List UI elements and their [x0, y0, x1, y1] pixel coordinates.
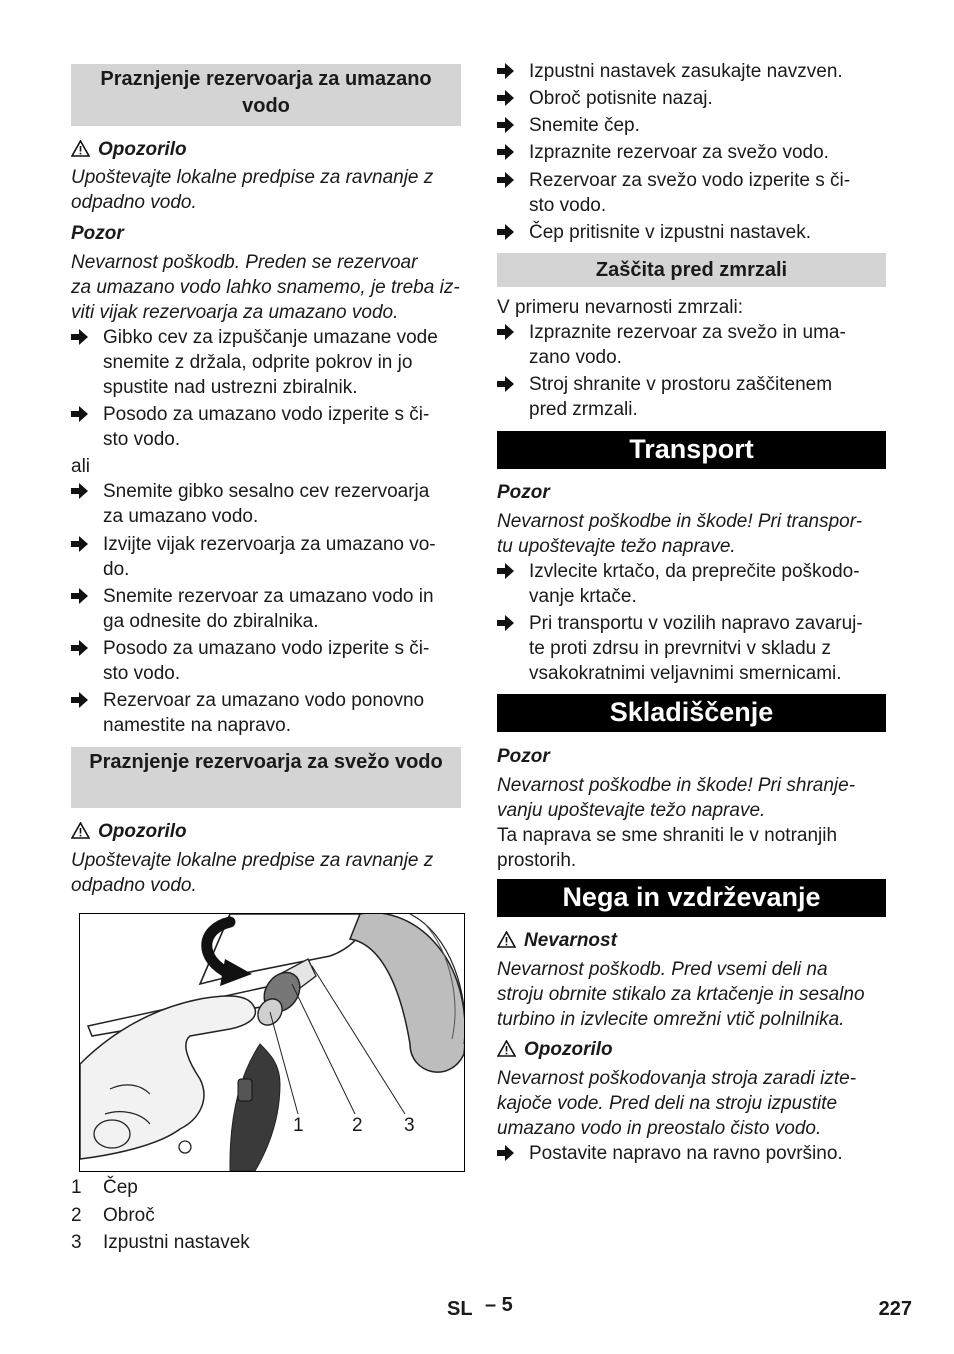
- warning-label: Opozorilo: [98, 821, 187, 842]
- text-line: Nevarnost poškodbe in škode! Pri shranje-: [497, 775, 856, 796]
- step-item: [497, 1141, 886, 1166]
- warning-label: Opozorilo: [524, 1039, 613, 1060]
- page-number: 227: [878, 1298, 912, 1320]
- or-text: ali: [71, 456, 91, 477]
- section-title-frost: Zaščita pred zmrzali: [497, 253, 886, 287]
- step-item: [497, 59, 886, 84]
- storage-text: [497, 823, 886, 873]
- text-line: spustite nad ustrezni zbiralnik.: [103, 377, 358, 398]
- step-item: [497, 220, 886, 245]
- text-line: Izvlecite krtačo, da preprečite poškodo-: [529, 561, 860, 582]
- text-line: odpadno vodo.: [71, 192, 197, 213]
- text-line: Izvijte vijak rezervoarja za umazano vo-: [103, 534, 436, 555]
- caution-text: [497, 773, 886, 823]
- text-line: vanje krtače.: [529, 586, 637, 607]
- text-line: za umazano vodo lahko snamemo, je treba iz-: [71, 277, 460, 298]
- language-code: SL: [447, 1298, 473, 1320]
- text-line: Izpraznite rezervoar za svežo in uma-: [529, 322, 846, 343]
- text-line: sto vodo.: [103, 429, 181, 450]
- arrow-right-icon: [497, 117, 514, 133]
- callout-number: 1: [293, 1115, 304, 1136]
- text-line: do.: [103, 559, 130, 580]
- text-line: pred zrmzali.: [529, 399, 638, 420]
- arrow-right-icon: [497, 1145, 514, 1161]
- text-line: snemite z držala, odprite pokrov in jo: [103, 352, 413, 373]
- step-item: [71, 479, 461, 529]
- legend-label: Čep: [103, 1177, 138, 1198]
- text-line: vanju upoštevajte težo naprave.: [497, 800, 766, 821]
- section-title-maintenance: Nega in vzdrževanje: [497, 879, 886, 917]
- text-line: viti vijak rezervoarja za umazano vodo.: [71, 302, 399, 323]
- text-line: sto vodo.: [103, 663, 181, 684]
- arrow-right-icon: [71, 640, 88, 656]
- legend-item: [71, 1230, 250, 1255]
- text-line: Nevarnost poškodovanja stroja zaradi izte-: [497, 1068, 857, 1089]
- warning-triangle-icon: [71, 140, 90, 157]
- arrow-right-icon: [497, 224, 514, 240]
- warning-triangle-icon: [497, 1040, 516, 1057]
- text-line: Posodo za umazano vodo izperite s či-: [103, 638, 430, 659]
- step-item: [497, 168, 886, 218]
- step-item: [497, 113, 886, 138]
- callout-number: 2: [352, 1115, 363, 1136]
- step-item: [71, 584, 461, 634]
- text-line: umazano vodo in preostalo čisto vodo.: [497, 1118, 822, 1139]
- legend-item: [71, 1175, 138, 1200]
- warning-label: Opozorilo: [98, 139, 187, 160]
- text-line: Čep pritisnite v izpustni nastavek.: [529, 222, 811, 243]
- drain-figure: [79, 913, 465, 1172]
- text-line: Snemite gibko sesalno cev rezervoarja: [103, 481, 430, 502]
- arrow-right-icon: [497, 172, 514, 188]
- text-line: sto vodo.: [529, 195, 607, 216]
- warning-heading: [71, 819, 461, 844]
- text-line: Obroč potisnite nazaj.: [529, 88, 713, 109]
- arrow-right-icon: [497, 376, 514, 392]
- step-item: [497, 372, 886, 422]
- arrow-right-icon: [71, 483, 88, 499]
- section-title-waste-water: Praznjenje rezervoarja za umazano vodo: [71, 64, 461, 126]
- text-line: Nevarnost poškodb. Pred vsemi deli na: [497, 959, 828, 980]
- frost-intro: V primeru nevarnosti zmrzali:: [497, 297, 744, 318]
- text-line: odpadno vodo.: [71, 875, 197, 896]
- text-line: Izpustni nastavek zasukajte navzven.: [529, 61, 843, 82]
- text-line: Upoštevajte lokalne predpise za ravnanje z: [71, 167, 434, 188]
- step-item: [497, 140, 886, 165]
- caution-label: Pozor: [497, 482, 550, 503]
- warning-text: [71, 165, 461, 215]
- arrow-right-icon: [497, 90, 514, 106]
- warning-heading: [71, 137, 461, 162]
- text-line: Nevarnost poškodbe in škode! Pri transpor-: [497, 511, 863, 532]
- step-item: [71, 688, 461, 738]
- legend-label: Izpustni nastavek: [103, 1232, 250, 1253]
- arrow-right-icon: [497, 144, 514, 160]
- legend-number: 1: [71, 1177, 82, 1198]
- danger-text: [497, 957, 886, 1032]
- warning-heading: [497, 1037, 886, 1062]
- arrow-right-icon: [71, 406, 88, 422]
- text-line: namestite na napravo.: [103, 715, 292, 736]
- text-line: Gibko cev za izpuščanje umazane vode: [103, 327, 438, 348]
- warning-text: [497, 1066, 886, 1141]
- warning-text: [71, 848, 461, 898]
- text-line: zano vodo.: [529, 347, 622, 368]
- text-line: kajoče vode. Pred deli na stroju izpustite: [497, 1093, 838, 1114]
- step-item: [497, 559, 886, 609]
- text-line: turbino in izvlecite omrežni vtič polnilnika.: [497, 1009, 845, 1030]
- section-title-transport: Transport: [497, 431, 886, 469]
- text-line: Pri transportu v vozilih napravo zavaruj-: [529, 613, 863, 634]
- text-line: prostorih.: [497, 850, 577, 871]
- text-line: Rezervoar za umazano vodo ponovno: [103, 690, 425, 711]
- legend-label: Obroč: [103, 1205, 155, 1226]
- warning-triangle-icon: [497, 931, 516, 948]
- step-item: [71, 402, 461, 452]
- text-line: te proti zdrsu in prevrnitvi v skladu z: [529, 638, 832, 659]
- danger-label: Nevarnost: [524, 930, 617, 951]
- caution-label: Pozor: [497, 746, 550, 767]
- text-line: Rezervoar za svežo vodo izperite s či-: [529, 170, 851, 191]
- arrow-right-icon: [497, 563, 514, 579]
- callout-number: 3: [404, 1115, 415, 1136]
- text-line: za umazano vodo.: [103, 506, 259, 527]
- caution-label: Pozor: [71, 223, 124, 244]
- step-item: [71, 325, 461, 400]
- arrow-right-icon: [497, 63, 514, 79]
- text-line: Posodo za umazano vodo izperite s či-: [103, 404, 430, 425]
- text-line: Ta naprava se sme shraniti le v notranjih: [497, 825, 838, 846]
- legend-number: 2: [71, 1205, 82, 1226]
- legend-item: [71, 1203, 155, 1228]
- arrow-right-icon: [497, 324, 514, 340]
- text-line: stroju obrnite stikalo za krtačenje in sesalno: [497, 984, 865, 1005]
- step-item: [497, 86, 886, 111]
- caution-text: [71, 250, 461, 325]
- caution-text: [497, 509, 886, 559]
- step-item: [71, 532, 461, 582]
- step-item: [71, 636, 461, 686]
- text-line: Postavite napravo na ravno površino.: [529, 1143, 843, 1164]
- danger-heading: [497, 928, 886, 953]
- text-line: Upoštevajte lokalne predpise za ravnanje z: [71, 850, 434, 871]
- arrow-right-icon: [71, 536, 88, 552]
- arrow-right-icon: [71, 692, 88, 708]
- arrow-right-icon: [71, 329, 88, 345]
- section-title-storage: Skladiščenje: [497, 694, 886, 732]
- arrow-right-icon: [71, 588, 88, 604]
- legend-number: 3: [71, 1232, 82, 1253]
- text-line: Snemite rezervoar za umazano vodo in: [103, 586, 434, 607]
- text-line: Snemite čep.: [529, 115, 640, 136]
- text-line: Izpraznite rezervoar za svežo vodo.: [529, 142, 829, 163]
- warning-triangle-icon: [71, 822, 90, 839]
- text-line: Nevarnost poškodb. Preden se rezervoar: [71, 252, 418, 273]
- section-title-fresh-water: Praznjenje rezervoarja za svežo vodo: [71, 747, 461, 808]
- arrow-right-icon: [497, 615, 514, 631]
- step-item: [497, 611, 886, 686]
- text-line: vsakokratnimi veljavnimi smernicami.: [529, 663, 842, 684]
- text-line: tu upoštevajte težo naprave.: [497, 536, 736, 557]
- step-item: [497, 320, 886, 370]
- text-line: ga odnesite do zbiralnika.: [103, 611, 319, 632]
- text-line: Stroj shranite v prostoru zaščitenem: [529, 374, 833, 395]
- section-page: – 5: [485, 1294, 513, 1316]
